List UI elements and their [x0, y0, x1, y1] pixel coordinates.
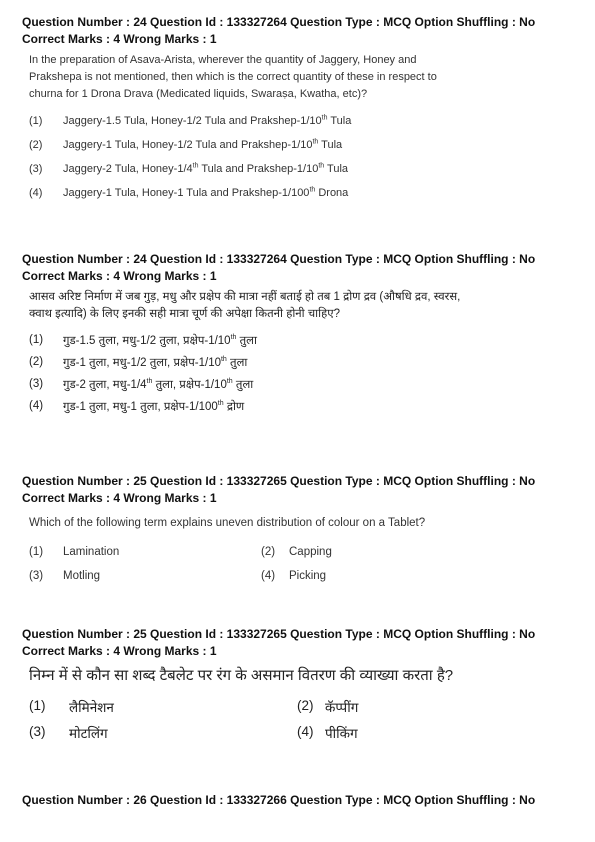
- option-2: (2) कॅप्पींग: [297, 698, 359, 715]
- option-2: (2) Jaggery-1 Tula, Honey-1/2 Tula and Prakshep-1/10th Tula: [29, 138, 343, 151]
- question-stem: Which of the following term explains uneven distribution of colour on a Tablet?: [29, 517, 426, 529]
- option-2: (2) Capping: [261, 546, 332, 558]
- question-25-hindi: [22, 626, 577, 746]
- marks-header: Correct Marks : 4 Wrong Marks : 1: [22, 491, 217, 505]
- question-header: Question Number : 26 Question Id : 133327266 Question Type : MCQ Option Shuffling : No: [22, 793, 536, 807]
- question-26-header: [22, 792, 577, 809]
- question-24-hindi: [22, 251, 577, 417]
- question-25-english: [22, 473, 577, 588]
- option-1: (1) Lamination: [29, 546, 120, 558]
- option-3: (3) गुड-2 तुला, मधु-1/4th तुला, प्रक्षेप-1/10th तुला: [29, 377, 254, 391]
- question-24-english: [22, 14, 577, 205]
- option-4: (4) Jaggery-1 Tula, Honey-1 Tula and Prakshep-1/100th Drona: [29, 186, 349, 199]
- marks-header: Correct Marks : 4 Wrong Marks : 1: [22, 32, 217, 46]
- option-4: (4) पीकिंग: [297, 724, 358, 741]
- question-stem: आसव अरिष्ट निर्माण में जब गुड़, मधु और प्रक्षेप की मात्रा नहीं बताई हो तब 1 द्रोण द्रव (औषधि द्रव, स्वरस, क्वाथ इत्यादि) के लिए इनकी सही मात्रा चूर्ण की अपेक्षा कितनी होनी चाहिए?: [29, 291, 461, 320]
- question-stem: निम्न में से कौन सा शब्द टैबलेट पर रंग के असमान वितरण की व्याख्या करता है?: [29, 667, 454, 684]
- question-header: Question Number : 24 Question Id : 133327264 Question Type : MCQ Option Shuffling : No: [22, 252, 536, 266]
- option-3: (3) Jaggery-2 Tula, Honey-1/4th Tula and Prakshep-1/10th Tula: [29, 162, 349, 175]
- option-3: (3) मोटलिंग: [29, 724, 108, 741]
- option-1: (1) गुड-1.5 तुला, मधु-1/2 तुला, प्रक्षेप-1/10th तुला: [29, 333, 257, 347]
- option-2: (2) गुड-1 तुला, मधु-1/2 तुला, प्रक्षेप-1/10th तुला: [29, 355, 248, 369]
- option-1: (1) Jaggery-1.5 Tula, Honey-1/2 Tula and Prakshep-1/10th Tula: [29, 114, 352, 127]
- marks-header: Correct Marks : 4 Wrong Marks : 1: [22, 269, 217, 283]
- question-header: Question Number : 25 Question Id : 133327265 Question Type : MCQ Option Shuffling : No: [22, 474, 536, 488]
- option-1: (1) लैमिनेशन: [29, 698, 114, 715]
- option-3: (3) Motling: [29, 570, 101, 582]
- question-header: Question Number : 24 Question Id : 133327264 Question Type : MCQ Option Shuffling : No: [22, 15, 536, 29]
- marks-header: Correct Marks : 4 Wrong Marks : 1: [22, 644, 217, 658]
- option-4: (4) Picking: [261, 570, 327, 582]
- question-stem: In the preparation of Asava-Arista, wherever the quantity of Jaggery, Honey and Prakshepa is not mentioned, then which is the correct quantity of these in respect to churna for 1 Drona Drava (Medicated liquids, Swaraṣa, Kwatha, etc)?: [29, 54, 437, 100]
- question-header: Question Number : 25 Question Id : 133327265 Question Type : MCQ Option Shuffling : No: [22, 627, 536, 641]
- option-4: (4) गुड-1 तुला, मधु-1 तुला, प्रक्षेप-1/100th द्रोण: [29, 399, 245, 413]
